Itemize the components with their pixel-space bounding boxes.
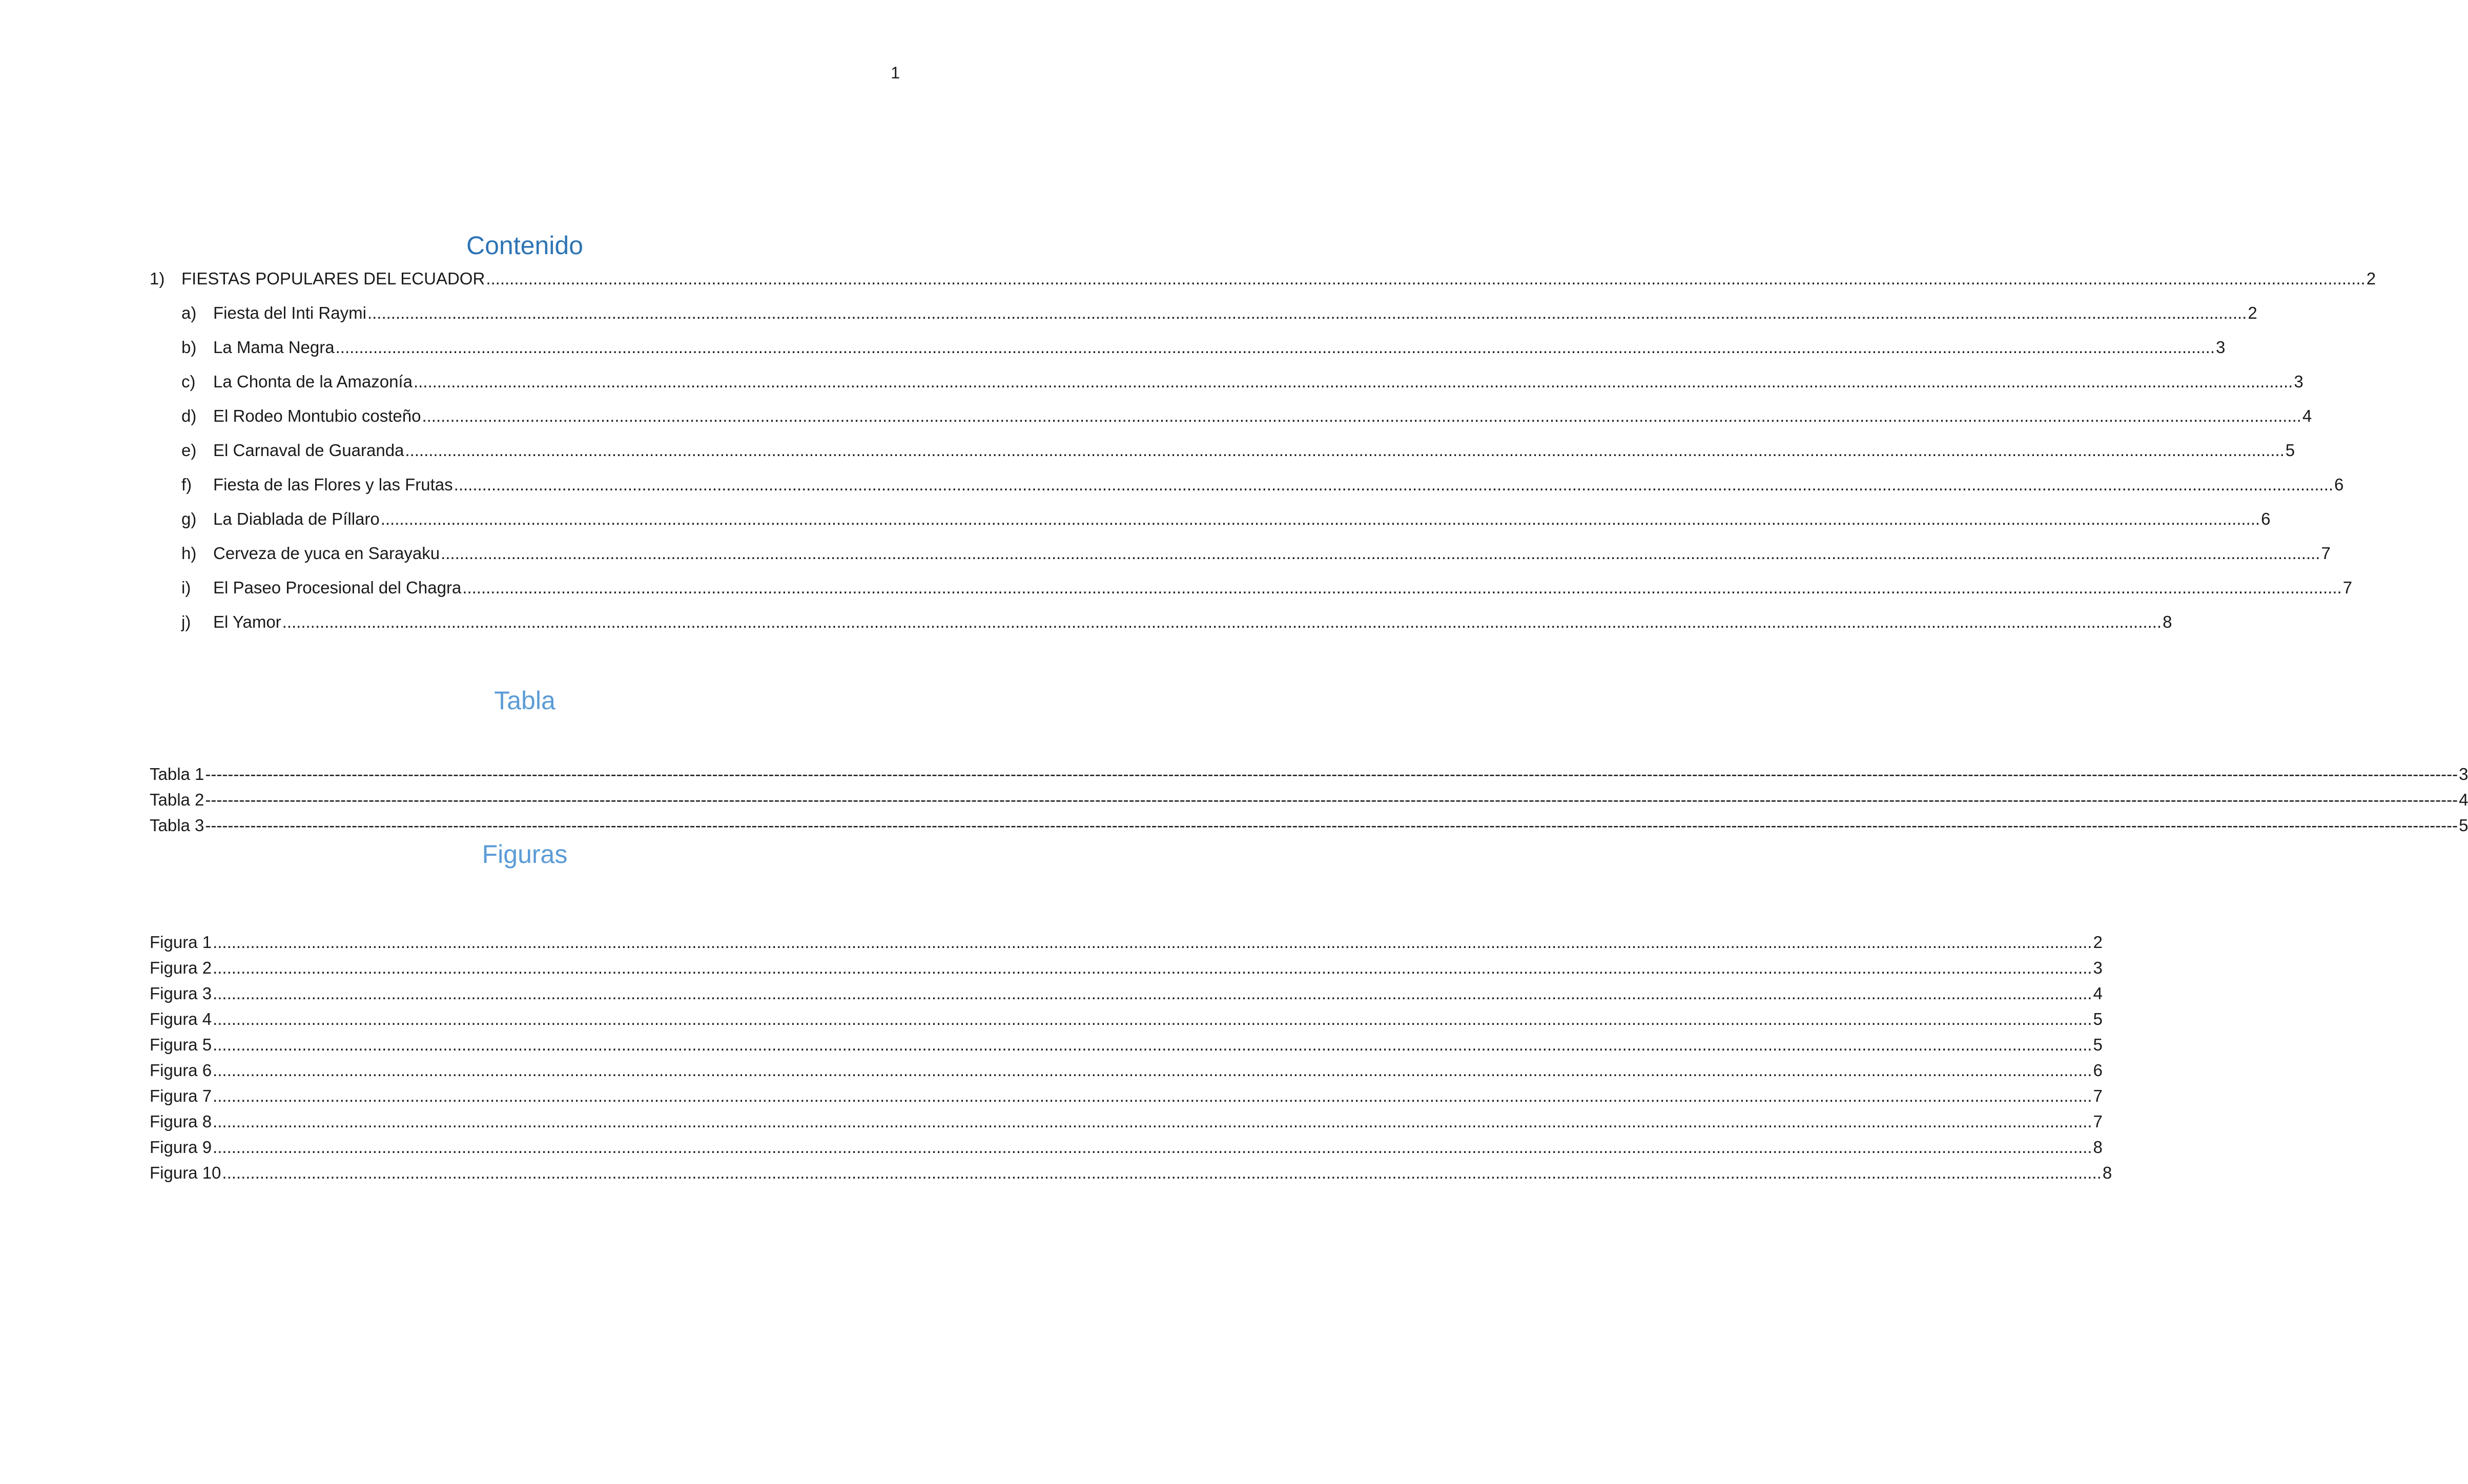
contents-entry[interactable] — [150, 536, 2331, 570]
toc-entry-page: 2 — [2093, 933, 2103, 952]
toc-entry-label: Tabla 3 — [150, 816, 204, 835]
contents-entry[interactable] — [150, 364, 2304, 399]
tables-list — [150, 761, 2468, 838]
toc-entry-page: 6 — [2334, 475, 2344, 494]
table-entry[interactable] — [150, 787, 2468, 813]
contents-entry[interactable] — [150, 399, 2312, 433]
toc-entry-label: La Diablada de Píllaro — [213, 509, 380, 528]
dot-leader: ................................................................................................................................................................................................................................................................................................................................................................................................................ — [413, 372, 2293, 391]
toc-entry-page: 3 — [2216, 338, 2226, 357]
toc-entry-label: El Paseo Procesional del Chagra — [213, 578, 462, 597]
toc-entry-label: Fiesta de las Flores y las Frutas — [213, 475, 453, 494]
contents-entry[interactable] — [150, 330, 2226, 364]
toc-entry-label: El Carnaval de Guaranda — [213, 441, 404, 460]
toc-entry-page: 7 — [2093, 1112, 2103, 1131]
figures-heading: Figuras — [482, 840, 568, 869]
toc-entry-label: El Rodeo Montubio costeño — [213, 406, 421, 425]
dot-leader: ................................................................................................................................................................................................................................................................................................................................................................................................................ — [213, 1009, 2092, 1028]
page-number: 1 — [891, 64, 900, 82]
dot-leader: ................................................................................................................................................................................................................................................................................................................................................................................................................ — [213, 1112, 2092, 1131]
figure-entry[interactable] — [150, 1135, 2103, 1160]
toc-entry-page: 5 — [2093, 1009, 2103, 1028]
figure-entry[interactable] — [150, 930, 2103, 955]
dot-leader: ................................................................................................................................................................................................................................................................................................................................................................................................................ — [441, 544, 2320, 563]
toc-entry-label: Tabla 2 — [150, 790, 204, 809]
toc-entry-page: 7 — [2342, 578, 2353, 597]
dot-leader: ................................................................................................................................................................................................................................................................................................................................................................................................................ — [213, 1086, 2092, 1105]
contents-entry[interactable] — [150, 261, 2376, 296]
toc-entry-page: 6 — [2261, 509, 2271, 528]
toc-entry-label: El Yamor — [213, 612, 281, 631]
dot-leader: ................................................................................................................................................................................................................................................................................................................................................................................................................ — [213, 958, 2092, 977]
toc-entry-number: g) — [181, 509, 197, 528]
toc-entry-page: 5 — [2459, 816, 2468, 835]
figure-entry[interactable] — [150, 1083, 2103, 1109]
toc-entry-page: 2 — [2248, 303, 2257, 322]
contents-entry[interactable] — [150, 433, 2295, 467]
toc-entry-label: Fiesta del Inti Raymi — [213, 303, 366, 322]
dot-leader: ................................................................................................................................................................................................................................................................................................................................................................................................................ — [335, 338, 2215, 357]
figure-entry[interactable] — [150, 1109, 2103, 1135]
tables-heading: Tabla — [494, 686, 556, 715]
toc-entry-label: Tabla 1 — [150, 765, 204, 784]
toc-entry-label: Figura 6 — [150, 1061, 212, 1080]
toc-entry-label: Cerveza de yuca en Sarayaku — [213, 544, 440, 563]
figures-list — [150, 930, 2112, 1186]
dot-leader: ................................................................................................................................................................................................................................................................................................................................................................................................................ — [422, 406, 2301, 425]
toc-entry-page: 5 — [2285, 441, 2295, 460]
contents-entry[interactable] — [150, 502, 2271, 536]
dot-leader: ................................................................................................................................................................................................................................................................................................................................................................................................................ — [213, 1138, 2092, 1157]
dot-leader: ................................................................................................................................................................................................................................................................................................................................................................................................................ — [282, 612, 2162, 631]
toc-entry-label: La Mama Negra — [213, 338, 335, 357]
toc-entry-number: a) — [181, 303, 197, 322]
toc-entry-label: Figura 9 — [150, 1138, 212, 1157]
dot-leader: ................................................................................................................................................................................................................................................................................................................................................................................................................ — [454, 475, 2334, 494]
dot-leader: ................................................................................................................................................................................................................................................................................................................................................................................................................ — [486, 269, 2366, 288]
table-entry[interactable] — [150, 813, 2468, 838]
toc-entry-page: 2 — [2366, 269, 2376, 288]
figure-entry[interactable] — [150, 1058, 2103, 1083]
toc-entry-page: 4 — [2459, 790, 2468, 809]
toc-entry-number: h) — [181, 544, 197, 563]
figure-entry[interactable] — [150, 1032, 2103, 1058]
toc-entry-number: d) — [181, 406, 197, 425]
toc-entry-number: f) — [181, 475, 192, 494]
toc-entry-label: FIESTAS POPULARES DEL ECUADOR — [181, 269, 485, 288]
dot-leader: ................................................................................................................................................................................................................................................................................................................................................................................................................ — [367, 303, 2247, 322]
toc-entry-page: 4 — [2093, 984, 2103, 1003]
contents-entry[interactable] — [150, 570, 2353, 605]
dot-leader: ................................................................................................................................................................................................................................................................................................................................................................................................................ — [213, 933, 2092, 952]
toc-entry-number: b) — [181, 338, 197, 357]
dot-leader: ................................................................................................................................................................................................................................................................................................................................................................................................................ — [213, 984, 2092, 1003]
dot-leader: ---------------------------------------------------------------------------------------------------------------------------------------------------------------------------------------------------------------------------------------------------------------------------------------------------------------------------------------------------------------------------------------------------------------- — [205, 765, 2458, 784]
dot-leader: ................................................................................................................................................................................................................................................................................................................................................................................................................ — [462, 578, 2342, 597]
toc-entry-page: 8 — [2093, 1138, 2103, 1157]
toc-entry-label: Figura 4 — [150, 1009, 212, 1028]
toc-entry-page: 8 — [2102, 1163, 2112, 1182]
toc-entry-page: 7 — [2321, 544, 2331, 563]
dot-leader: ---------------------------------------------------------------------------------------------------------------------------------------------------------------------------------------------------------------------------------------------------------------------------------------------------------------------------------------------------------------------------------------------------------------- — [205, 816, 2458, 835]
contents-entry[interactable] — [150, 605, 2172, 639]
toc-entry-label: Figura 7 — [150, 1086, 212, 1105]
toc-entry-page: 6 — [2093, 1061, 2103, 1080]
toc-entry-page: 3 — [2459, 765, 2468, 784]
toc-entry-page: 5 — [2093, 1035, 2103, 1054]
contents-entry[interactable] — [150, 467, 2344, 502]
toc-entry-label: Figura 3 — [150, 984, 212, 1003]
toc-entry-label: Figura 5 — [150, 1035, 212, 1054]
table-entry[interactable] — [150, 761, 2468, 787]
figure-entry[interactable] — [150, 981, 2103, 1006]
dot-leader: ................................................................................................................................................................................................................................................................................................................................................................................................................ — [222, 1163, 2102, 1182]
toc-entry-page: 7 — [2093, 1086, 2103, 1105]
toc-entry-label: Figura 10 — [150, 1163, 221, 1182]
figure-entry[interactable] — [150, 955, 2103, 981]
dot-leader: ---------------------------------------------------------------------------------------------------------------------------------------------------------------------------------------------------------------------------------------------------------------------------------------------------------------------------------------------------------------------------------------------------------------- — [205, 790, 2458, 809]
toc-entry-page: 3 — [2294, 372, 2304, 391]
contents-entry[interactable] — [150, 296, 2257, 330]
toc-entry-page: 8 — [2163, 612, 2172, 631]
dot-leader: ................................................................................................................................................................................................................................................................................................................................................................................................................ — [380, 509, 2260, 528]
toc-entry-label: Figura 8 — [150, 1112, 212, 1131]
toc-entry-label: Figura 1 — [150, 933, 212, 952]
dot-leader: ................................................................................................................................................................................................................................................................................................................................................................................................................ — [213, 1061, 2092, 1080]
dot-leader: ................................................................................................................................................................................................................................................................................................................................................................................................................ — [405, 441, 2285, 460]
toc-entry-number: j) — [181, 612, 191, 631]
contents-list — [150, 261, 2376, 639]
toc-entry-label: La Chonta de la Amazonía — [213, 372, 413, 391]
contents-heading: Contenido — [466, 231, 583, 260]
toc-entry-label: Figura 2 — [150, 958, 212, 977]
toc-entry-page: 4 — [2302, 406, 2312, 425]
figure-entry[interactable] — [150, 1160, 2112, 1186]
toc-entry-number: c) — [181, 372, 196, 391]
toc-entry-number: e) — [181, 441, 197, 460]
toc-entry-number: i) — [181, 578, 191, 597]
dot-leader: ................................................................................................................................................................................................................................................................................................................................................................................................................ — [213, 1035, 2092, 1054]
toc-entry-page: 3 — [2093, 958, 2103, 977]
toc-entry-number: 1) — [150, 269, 165, 288]
figure-entry[interactable] — [150, 1006, 2103, 1032]
